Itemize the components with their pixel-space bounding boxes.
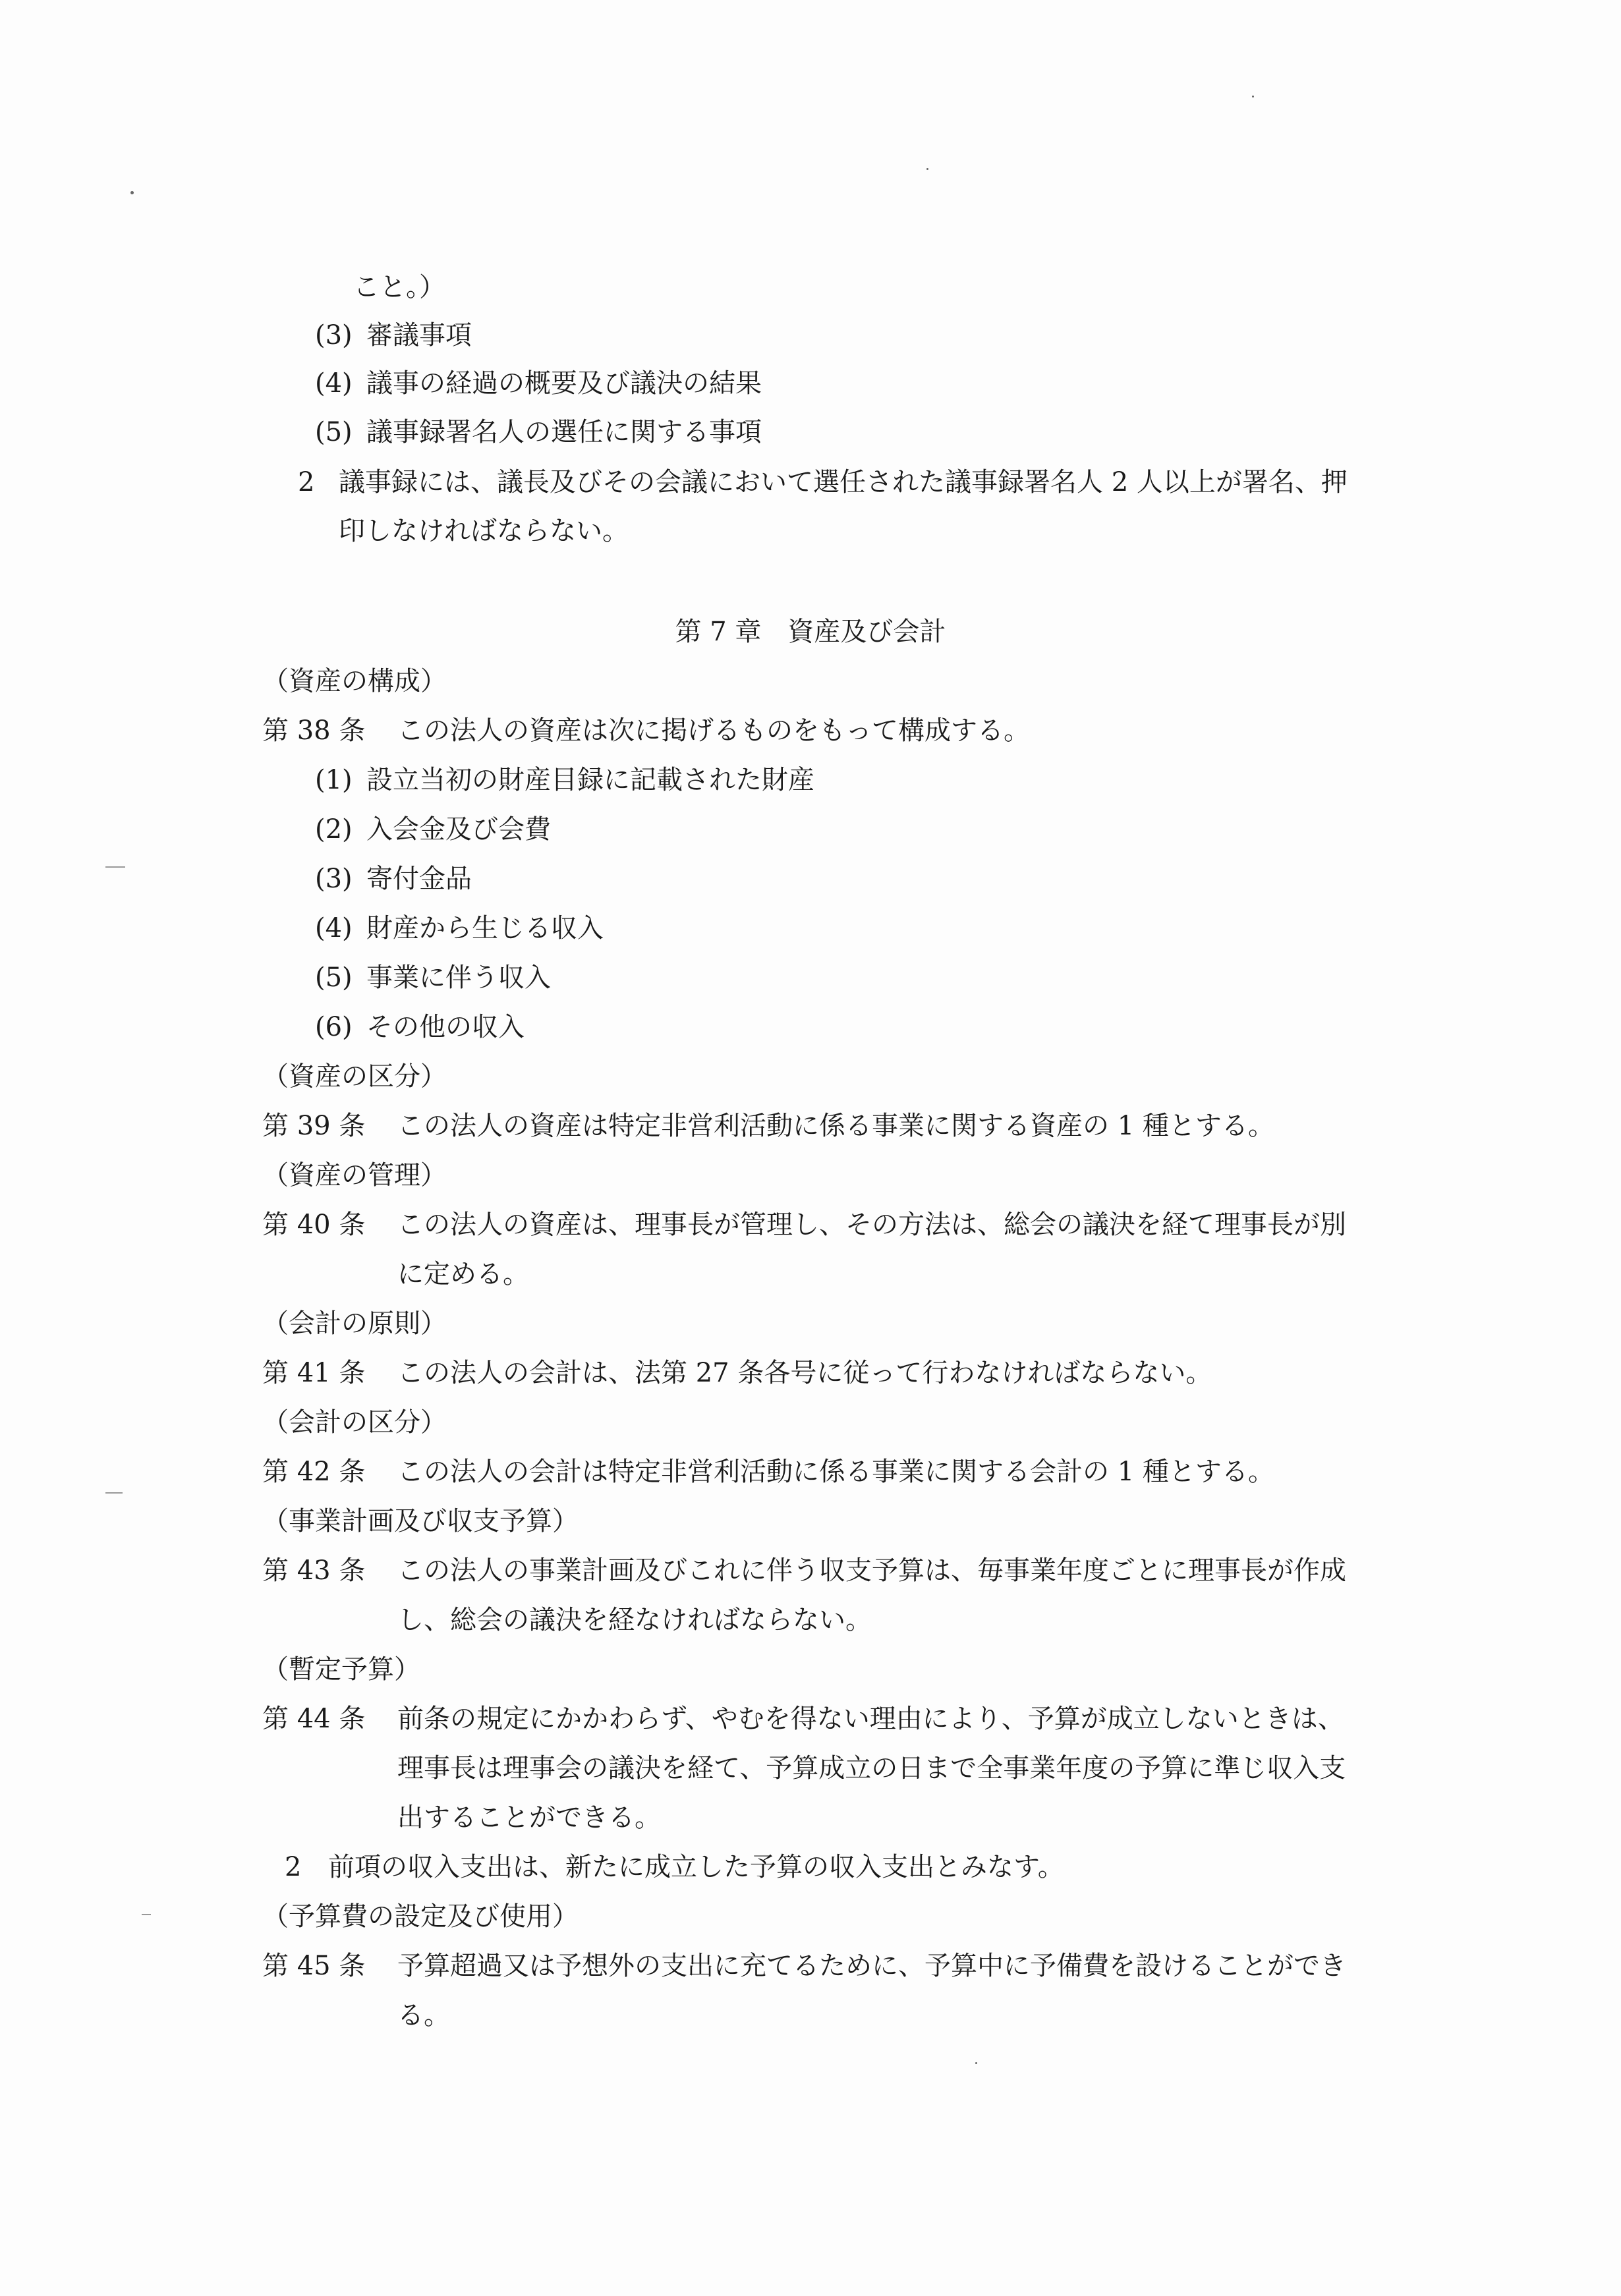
article-number: 第 43 条 bbox=[262, 1555, 366, 1586]
article-continuation: 理事長は理事会の議決を経て、予算成立の日まで全事業年度の予算に準じ収入支 bbox=[397, 1753, 1346, 1783]
chapter-title: 第 7 章 資産及び会計 bbox=[675, 617, 946, 647]
list-item bbox=[315, 814, 551, 845]
article-number: 第 44 条 bbox=[262, 1704, 366, 1734]
paragraph-text: 前項の収入支出は、新たに成立した予算の収入支出とみなす。 bbox=[328, 1852, 1064, 1882]
article-caption: （暫定予算） bbox=[262, 1654, 420, 1685]
list-item-number: (4) bbox=[315, 913, 353, 943]
paragraph-text: 議事録には、議長及びその会議において選任された議事録署名人 2 人以上が署名、押 bbox=[339, 467, 1348, 497]
list-item bbox=[315, 368, 762, 399]
article-continuation: 出することができる。 bbox=[397, 1803, 661, 1833]
list-item bbox=[315, 416, 762, 448]
scan-mark bbox=[105, 1492, 123, 1494]
paragraph-number: 2 bbox=[285, 1852, 302, 1882]
article-line bbox=[262, 1456, 1274, 1488]
article-text: 予算超過又は予想外の支出に充てるために、予算中に予備費を設けることができ bbox=[397, 1951, 1346, 1981]
article-text: この法人の資産は、理事長が管理し、その方法は、総会の議決を経て理事長が別 bbox=[397, 1210, 1346, 1240]
article-caption: （資産の区分） bbox=[262, 1061, 447, 1092]
list-item-number: (2) bbox=[315, 814, 353, 845]
article-text: 前条の規定にかかわらず、やむを得ない理由により、予算が成立しないときは、 bbox=[397, 1704, 1344, 1734]
list-item-text: 審議事項 bbox=[366, 320, 472, 350]
list-item bbox=[315, 912, 604, 944]
list-item bbox=[315, 863, 472, 895]
article-line bbox=[262, 1209, 1346, 1241]
article-line bbox=[262, 1110, 1274, 1142]
article-text: この法人の会計は、法第 27 条各号に従って行わなければならない。 bbox=[397, 1358, 1212, 1388]
list-item-text: 財産から生じる収入 bbox=[366, 913, 604, 943]
paragraph-line bbox=[298, 466, 1348, 498]
article-caption: （事業計画及び収支予算） bbox=[262, 1506, 579, 1536]
list-item bbox=[315, 320, 472, 351]
article-line bbox=[262, 1357, 1212, 1389]
article-continuation: し、総会の議決を経なければならない。 bbox=[397, 1605, 872, 1635]
list-item-number: (6) bbox=[315, 1012, 353, 1042]
article-text: この法人の会計は特定非営利活動に係る事業に関する会計の 1 種とする。 bbox=[397, 1457, 1274, 1487]
article-line bbox=[262, 1555, 1346, 1586]
article-text: この法人の事業計画及びこれに伴う収支予算は、毎事業年度ごとに理事長が作成 bbox=[397, 1555, 1346, 1586]
scan-mark bbox=[105, 866, 125, 868]
list-item-text: その他の収入 bbox=[366, 1012, 525, 1042]
list-item-number: (1) bbox=[315, 765, 353, 795]
list-item-number: (3) bbox=[315, 864, 353, 894]
paragraph-line bbox=[285, 1851, 1064, 1883]
list-item-number: (5) bbox=[315, 963, 353, 993]
paragraph-number: 2 bbox=[298, 467, 315, 497]
list-item bbox=[315, 962, 551, 994]
article-line bbox=[262, 1703, 1344, 1735]
scan-speck bbox=[926, 168, 928, 170]
article-caption: （資産の構成） bbox=[262, 666, 447, 696]
scan-mark bbox=[142, 1914, 151, 1915]
article-text: この法人の資産は特定非営利活動に係る事業に関する資産の 1 種とする。 bbox=[397, 1111, 1274, 1141]
article-line bbox=[262, 1950, 1346, 1982]
article-number: 第 42 条 bbox=[262, 1457, 366, 1487]
list-item-text: 事業に伴う収入 bbox=[366, 963, 551, 993]
article-number: 第 41 条 bbox=[262, 1358, 366, 1388]
article-number: 第 38 条 bbox=[262, 715, 366, 746]
list-item-text: 議事録署名人の選任に関する事項 bbox=[366, 417, 762, 447]
list-item-number: (5) bbox=[315, 417, 353, 447]
list-item bbox=[315, 764, 814, 796]
list-item-number: (3) bbox=[315, 320, 353, 350]
article-text: この法人の資産は次に掲げるものをもって構成する。 bbox=[397, 715, 1030, 746]
article-number: 第 39 条 bbox=[262, 1111, 366, 1141]
list-item-text: 設立当初の財産目録に記載された財産 bbox=[366, 765, 814, 795]
article-caption: （会計の原則） bbox=[262, 1308, 447, 1339]
scan-speck bbox=[975, 2062, 977, 2064]
list-item-text: 議事の経過の概要及び議決の結果 bbox=[366, 368, 762, 399]
article-continuation: に定める。 bbox=[397, 1259, 529, 1289]
paragraph-line: 印しなければならない。 bbox=[339, 516, 629, 546]
list-item-text: 入会金及び会費 bbox=[366, 814, 551, 845]
list-item-number: (4) bbox=[315, 368, 353, 399]
article-number: 第 45 条 bbox=[262, 1951, 366, 1981]
scan-speck bbox=[130, 191, 134, 194]
article-number: 第 40 条 bbox=[262, 1210, 366, 1240]
article-caption: （予算費の設定及び使用） bbox=[262, 1901, 579, 1932]
scan-speck bbox=[1252, 96, 1254, 98]
list-item-text: 寄付金品 bbox=[366, 864, 472, 894]
continued-text: こと。） bbox=[353, 272, 445, 302]
list-item bbox=[315, 1011, 525, 1043]
article-continuation: る。 bbox=[397, 2000, 450, 2030]
article-line bbox=[262, 715, 1030, 746]
article-caption: （資産の管理） bbox=[262, 1160, 447, 1190]
article-caption: （会計の区分） bbox=[262, 1407, 447, 1438]
